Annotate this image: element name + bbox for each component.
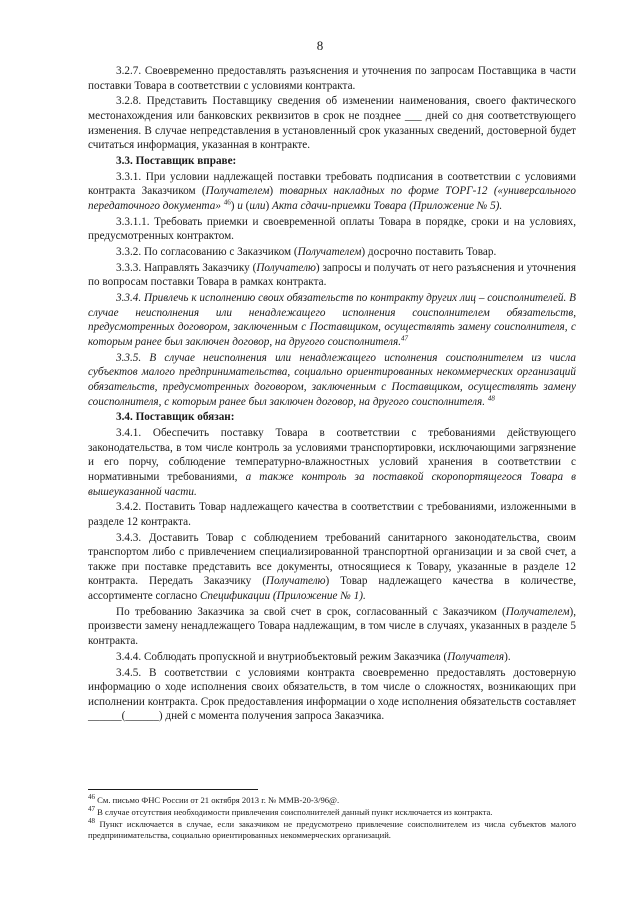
paragraph: 3.3.4. Привлечь к исполнению своих обязательств по контракту других лиц – соисполнителей. В случае неисполнения или ненадлежащего исполнения соисполнителем обязательств, предусмотренных договором, заключенным с Поставщиком, осуществлять замену соисполнителя, с которым ранее был заключен договор, на другого соисполнителя.$^{47}$ [88, 292, 576, 348]
document-body [88, 64, 576, 725]
section-heading: 3.3. Поставщик вправе: [116, 154, 237, 167]
paragraph: 3.3.3. Направлять Заказчику (Получателю) запросы и получать от него разъяснения и уточнения по вопросам поставки Товара в рамках контракта. [88, 261, 576, 289]
footnotes [88, 795, 576, 842]
paragraph: 3.3.1.1. Требовать приемки и своевременной оплаты Товара в порядке, сроки и на условиях, предусмотренных контрактом. [88, 215, 576, 243]
paragraph: 3.4.2. Поставить Товар надлежащего качества в соответствии с требованиями, изложенными в разделе 12 контракта. [88, 501, 576, 528]
paragraph: 3.3.5. В случае неисполнения или ненадлежащего исполнения соисполнителем из числа субъектов малого предпринимательства, социально ориентированных некоммерческих организаций обязательств, предусмотренных договором, заключенным с Поставщиком, осуществлять замену соисполнителя, с которым ранее был заключен договор, на другого соисполнителя. $^{48}$ [88, 351, 576, 408]
paragraph: 3.4.5. В соответствии с условиями контракта своевременно предоставлять достоверную информацию о ходе исполнения своих обязательств, в том числе о сложностях, возникающих при исполнении контракта. Срок предоставления информации о ходе исполнения обязательств составляет ______(______) дней с момента получения запроса Заказчика. [88, 666, 576, 723]
paragraph: 3.2.7. Своевременно предоставлять разъяснения и уточнения по запросам Поставщика в части поставки Товара в соответствии с условиями контракта. [88, 65, 576, 92]
paragraph: По требованию Заказчика за свой счет в срок, согласованный с Заказчиком (Получателем), произвести замену ненадлежащего Товара надлежащим, в том числе в случаях, указанных в разделе 5 контракта. [88, 605, 576, 647]
footnote: $^{46}$ См. письмо ФНС России от 21 октября 2013 г. № ММВ-20-3/96@. [88, 793, 340, 805]
paragraph: 3.4.1. Обеспечить поставку Товара в соответствии с требованиями действующего законодательства, в том числе контроль за условиями транспортировки, исключающими загрязнение и его порчу, соблюдение температурно-влажностных условий хранения в соответствии с нормативными требованиями, а также контроль за поставкой скоропортящегося Товара в вышеуказанной части. [88, 427, 576, 498]
paragraph: 3.3.1. При условии надлежащей поставки требовать подписания в соответствии с условиями контракта Заказчиком (Получателем) товарных накладных по форме ТОРГ-12 («универсального передаточного документа» $^{46}$) и (или) Акта сдачи-приемки Товара (Приложение № 5). [88, 170, 576, 212]
footnote: $^{48}$ Пункт исключается в случае, если заказчиком не предусмотрено привлечение соисполнителем из числа субъектов малого предпринимательства, социально ориентированных некоммерческих организаций. [88, 817, 576, 840]
paragraph: 3.3.2. По согласованию с Заказчиком (Получателем) досрочно поставить Товар. [116, 246, 497, 259]
paragraph: 3.4.4. Соблюдать пропускной и внутриобъектовый режим Заказчика (Получателя). [116, 650, 511, 663]
paragraph: 3.4.3. Доставить Товар с соблюдением требований санитарного законодательства, своим транспортом либо с привлечением специализированной транспортной организации и за свой счет, а также при поставке представить все документы, относящиеся к Товару, указанные в разделе 12 контракта. Передать Заказчику (Получателю) Товар надлежащего качества в количестве, ассортименте согласно Спецификации (Приложение № 1). [88, 531, 576, 603]
page-number: 8 [316, 38, 324, 53]
footnote: $^{47}$ В случае отсутствия необходимости привлечения соисполнителей данный пункт исключается из контракта. [88, 805, 493, 817]
paragraph: 3.2.8. Представить Поставщику сведения об изменении наименования, своего фактического местонахождения или банковских реквизитов в срок не позднее ___ дней со дня соответствующего изменения. В случае непредставления в установленный срок указанных сведений, достоверной будет считаться информация, указанная в контракте. [88, 95, 576, 152]
footnote-separator [88, 789, 258, 790]
section-heading: 3.4. Поставщик обязан: [116, 411, 235, 424]
